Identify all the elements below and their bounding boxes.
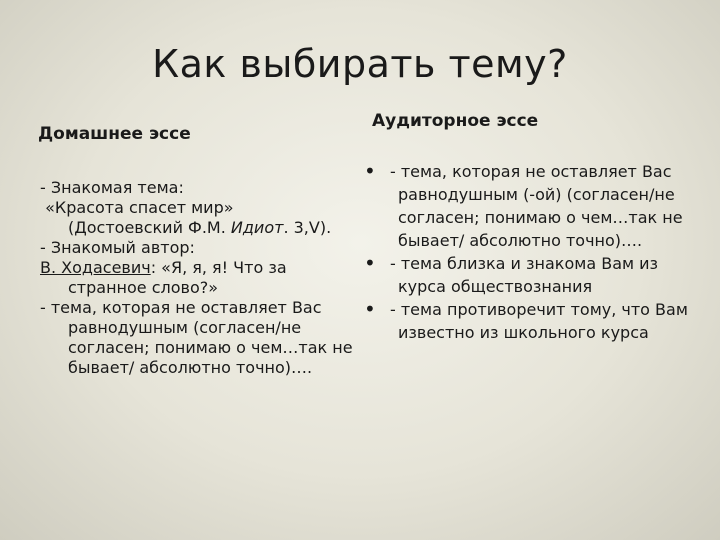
left-line-khodasevich [40,258,360,298]
left-line-topic-not-indifferent: - тема, которая не оставляет Вас равнодушным (согласен/не согласен; понимаю о чем…так не бывает/ абсолютно точно)…. [40,298,353,377]
right-column-heading: Аудиторное эссе [372,111,539,131]
right-column-list [364,160,699,344]
left-line-quote [40,198,360,218]
left-source-author: (Достоевский Ф.М. [68,218,231,237]
right-item-text: - тема, которая не оставляет Вас равнодушным (-ой) (согласен/не согласен; понимаю о чем…так не бывает/ абсолютно точно)…. [390,162,683,250]
left-author-name: В. Ходасевич [40,258,151,277]
left-line-familiar-author: - Знакомый автор: [40,238,195,257]
left-line-source [40,218,360,238]
bullet-icon: • [364,251,376,275]
right-list-item [364,252,699,298]
right-list-item [364,160,699,252]
right-item-text: - тема близка и знакома Вам из курса обществознания [390,254,659,296]
left-line-familiar-topic: - Знакомая тема: [40,178,184,197]
left-author-quote: : «Я, я, я! Что за странное слово?» [68,258,287,297]
right-list-item [364,298,699,344]
right-item-text: - тема противоречит тому, что Вам известно из школьного курса [390,300,688,342]
bullet-icon: • [364,297,376,321]
left-column-text [40,178,360,378]
left-column-heading: Домашнее эссе [38,124,191,144]
left-source-work: Идиот [230,218,284,237]
slide-title: Как выбирать тему? [152,42,568,86]
left-quote-text: «Красота спасет мир» [45,198,234,217]
bullet-icon: • [364,159,376,183]
left-source-ref: . 3,V). [283,218,332,237]
